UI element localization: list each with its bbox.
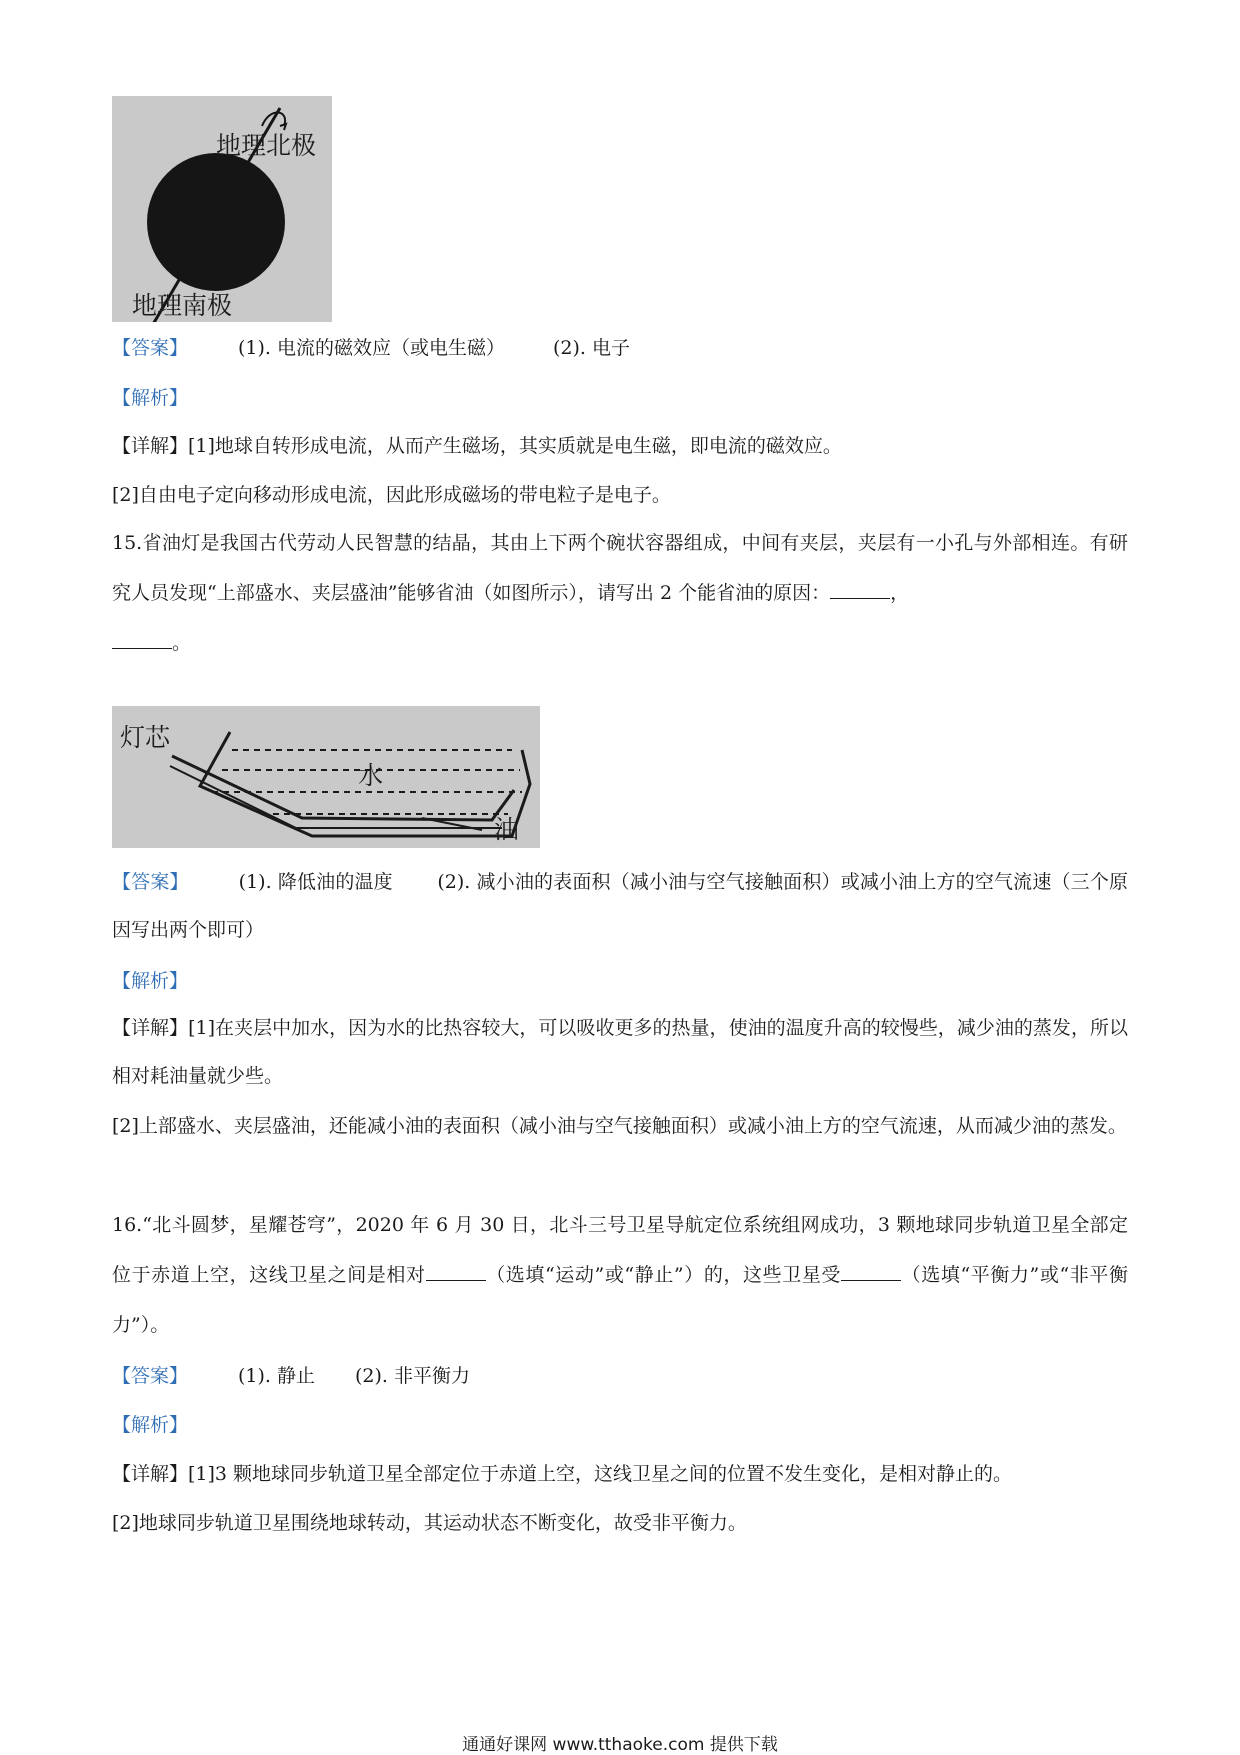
page-footer: 通通好课网 www.tthaoke.com 提供下载 — [462, 1735, 778, 1755]
globe-figure — [112, 96, 332, 322]
q14-answer-2: (2). 电子 — [553, 337, 631, 359]
q15-question-text: 15.省油灯是我国古代劳动人民智慧的结晶，其由上下两个碗状容器组成，中间有夹层，夹层有一小孔与外部相连。有研究人员发现“上部盛水、夹层盛油”能够省油（如图所示），请写出 2 个能省油的原因： — [112, 532, 1128, 604]
answer-blank — [830, 580, 890, 599]
label-water: 水 — [358, 761, 384, 790]
q16-answer-1: (1). 静止 — [238, 1365, 316, 1387]
analysis-tag: 【解析】 — [112, 387, 189, 409]
oil-lamp-drawing — [112, 706, 540, 848]
q16-question-text: 16.“北斗圆梦，星耀苍穹”，2020 年 6 月 30 日，北斗三号卫星导航定位系统组网成功，3 颗地球同步轨道卫星全部定位于赤道上空，这线卫星之间是相对 — [112, 1214, 1128, 1286]
q15-answer — [112, 858, 1128, 954]
q14-detail-1 — [112, 432, 842, 460]
analysis-tag: 【解析】 — [112, 970, 189, 992]
q15-answer-text: (1). 降低油的温度 (2). 减小油的表面积（减小油与空气接触面积）或减小油上方的空气流速（三个原因写出两个即可） — [112, 871, 1128, 941]
q16-question — [112, 1200, 1128, 1350]
q16-answer-2: (2). 非平衡力 — [355, 1365, 471, 1387]
label-geographic-south: 地理南极 — [132, 291, 233, 320]
q15-detail-1-text: [1]在夹层中加水，因为水的比热容较大，可以吸收更多的热量，使油的温度升高的较慢些，减少油的蒸发，所以相对耗油量就少些。 — [112, 1017, 1128, 1087]
q15-comma: ， — [890, 582, 910, 604]
answer-tag: 【答案】 — [112, 337, 189, 359]
q16-detail-2: [2]地球同步轨道卫星围绕地球转动，其运动状态不断变化，故受非平衡力。 — [112, 1512, 747, 1534]
label-lamp-wick: 灯芯 — [120, 723, 171, 752]
q16-detail-1 — [112, 1460, 1012, 1488]
answer-blank — [112, 630, 172, 649]
q14-analysis-line — [112, 384, 188, 412]
q16-detail-1-text: [1]3 颗地球同步轨道卫星全部定位于赤道上空，这线卫星之间的位置不发生变化，是相对静止的。 — [188, 1463, 1013, 1485]
q16-answer-line — [112, 1362, 470, 1390]
detail-tag: 【详解】 — [112, 1463, 189, 1485]
answer-tag: 【答案】 — [112, 871, 189, 893]
detail-tag: 【详解】 — [112, 435, 189, 457]
q15-analysis-line — [112, 967, 188, 995]
q14-detail-2: [2]自由电子定向移动形成电流，因此形成磁场的带电粒子是电子。 — [112, 484, 671, 506]
q16-question-text-3: （选填“平衡力”或“非平衡力”）。 — [112, 1264, 1128, 1336]
q15-period: 。 — [172, 632, 192, 654]
answer-blank — [426, 1262, 486, 1281]
analysis-tag: 【解析】 — [112, 1414, 189, 1436]
detail-tag: 【详解】 — [112, 1017, 189, 1039]
answer-tag: 【答案】 — [112, 1365, 189, 1387]
q16-question-text-2: （选填“运动”或“静止”）的，这些卫星受 — [485, 1264, 842, 1286]
q15-detail-1 — [112, 1004, 1128, 1100]
answer-blank — [841, 1262, 901, 1281]
q14-answer-1: (1). 电流的磁效应（或电生磁） — [238, 337, 506, 359]
label-oil: 油 — [494, 815, 520, 844]
oil-lamp-figure — [112, 706, 540, 848]
q14-answer-line — [112, 334, 630, 362]
q15-detail-2: [2]上部盛水、夹层盛油，还能减小油的表面积（减小油与空气接触面积）或减小油上方的空气流速，从而减少油的蒸发。 — [112, 1115, 1127, 1137]
q14-detail-1-text: [1]地球自转形成电流，从而产生磁场，其实质就是电生磁，即电流的磁效应。 — [188, 435, 842, 457]
q15-question — [112, 518, 1128, 668]
label-geographic-north: 地理北极 — [216, 131, 317, 160]
q16-analysis-line — [112, 1411, 188, 1439]
